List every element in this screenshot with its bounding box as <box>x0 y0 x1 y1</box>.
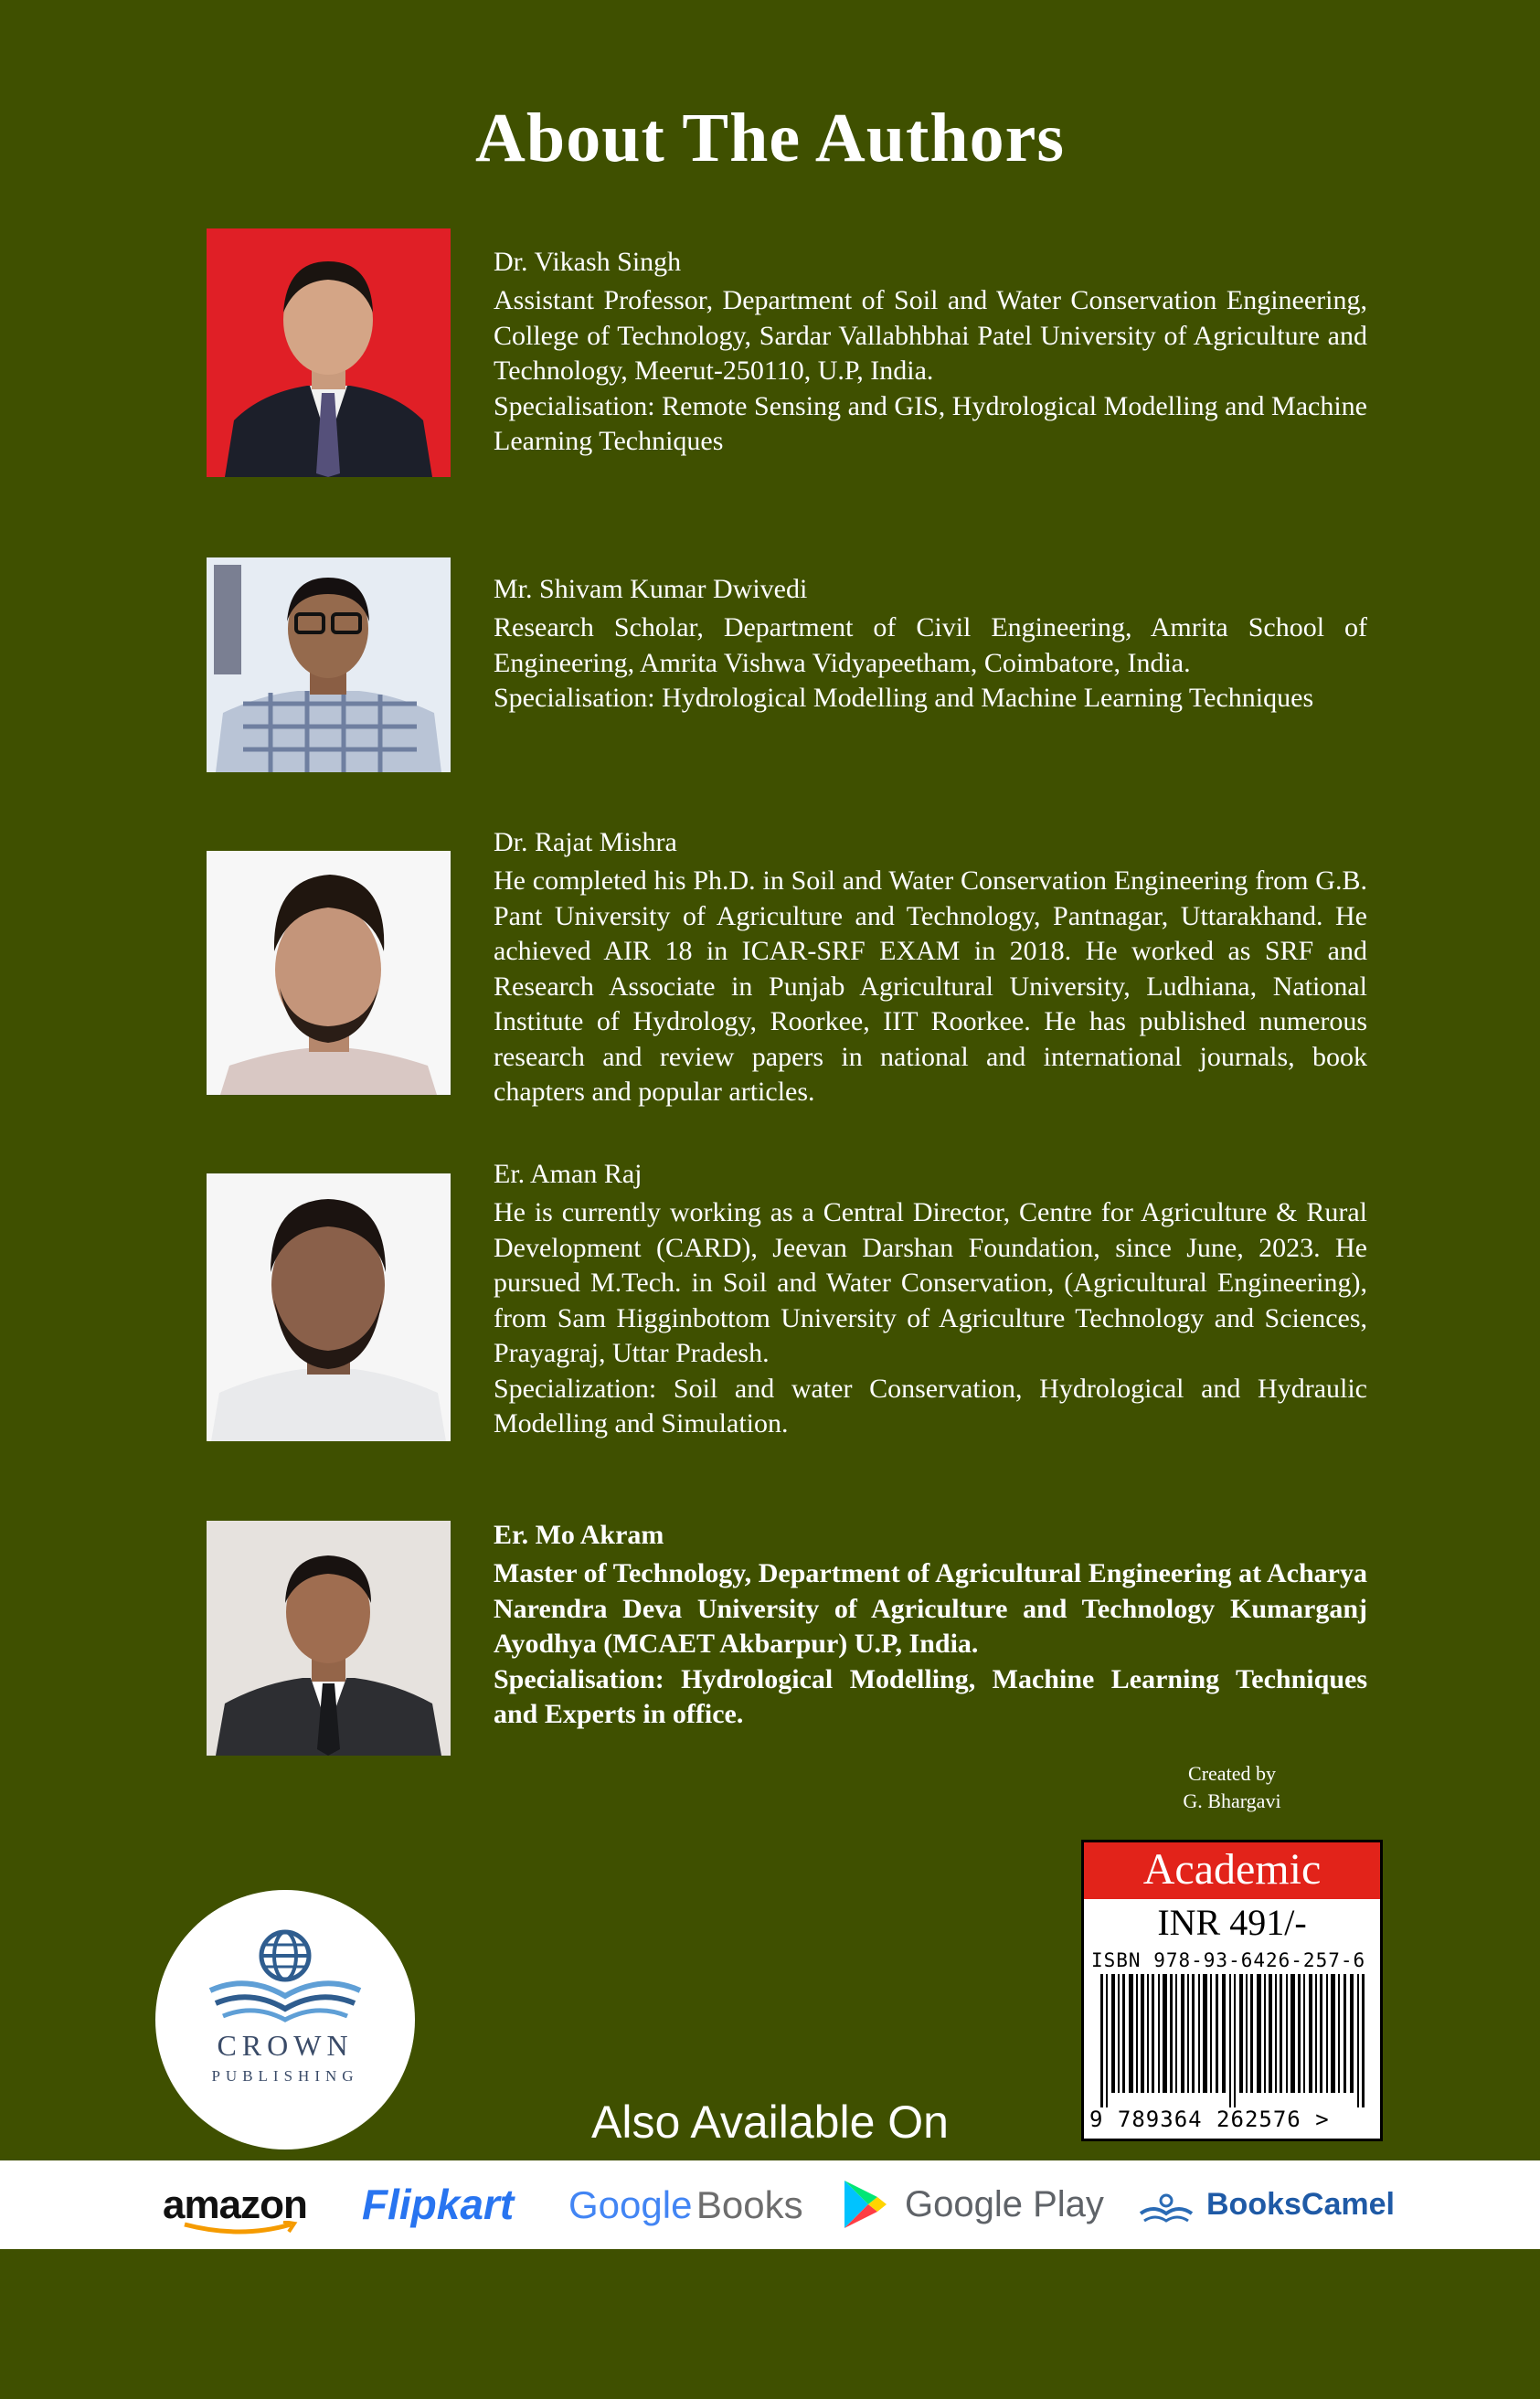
amazon-logo-text: amazon <box>163 2182 307 2227</box>
category-label: Academic <box>1084 1842 1380 1899</box>
author-specialisation: Specialization: Soil and water Conservation, Hydrological and Hydraulic Modelling and Simulation. <box>494 1373 1367 1438</box>
books-logo-text: Books <box>696 2183 803 2226</box>
author-bio-text: He completed his Ph.D. in Soil and Water Conservation Engineering from G.B. Pant University of Agriculture and Technology, Pantnagar, Uttarakhand. He achieved AIR 18 in ICAR-SRF EXAM in 2018. He worked as SRF and Research Associate in Punjab Agricultural University, Ludhiana, National Institute of Hydrology, Roorkee, IIT Roorkee. He has published numerous research and review papers in national and international journals, book chapters and popular articles. <box>494 865 1367 1107</box>
author-photo-aman-raj <box>207 1173 451 1441</box>
author-photo-vikash-singh <box>207 228 451 477</box>
google-play-logo-text: Google Play <box>905 2184 1104 2224</box>
author-bio-text: He is currently working as a Central Director, Centre for Agriculture & Rural Development (CARD), Jeevan Darshan Foundation, since June, 2023. He pursued M.Tech. in Soil and Water Conservation, (Agricultural Engineering), from Sam Higginbottom University of Agriculture Technology and Sciences, Prayagraj, Uttar Pradesh. <box>494 1197 1367 1368</box>
author-specialisation: Specialisation: Remote Sensing and GIS, Hydrological Modelling and Machine Learning Techniques <box>494 390 1367 456</box>
store-bookscamel[interactable] <box>1139 2160 1395 2249</box>
author-photo-rajat-mishra <box>207 851 451 1095</box>
design-credit <box>1122 1760 1342 1815</box>
amazon-smile-icon <box>181 2221 300 2235</box>
availability-heading: Also Available On <box>591 2096 949 2148</box>
author-photo-shivam-kumar-dwivedi <box>207 557 451 772</box>
author-name: Er. Mo Akram <box>494 1520 664 1550</box>
store-google-books[interactable] <box>568 2160 806 2249</box>
price-label: INR 491/- <box>1157 1902 1307 1943</box>
store-logos-bar <box>0 2160 1540 2249</box>
author-bio-shivam-kumar-dwivedi <box>494 572 1367 717</box>
store-flipkart[interactable] <box>362 2160 536 2249</box>
author-photo-mo-akram <box>207 1521 451 1756</box>
barcode-digits: 9 789364 262576 > <box>1089 2107 1330 2132</box>
store-amazon[interactable] <box>163 2160 327 2249</box>
author-bio-vikash-singh <box>494 245 1367 460</box>
author-specialisation: Specialisation: Hydrological Modelling, Machine Learning Techniques and Experts in office. <box>494 1663 1367 1729</box>
open-book-icon <box>1139 2192 1194 2224</box>
author-name: Dr. Rajat Mishra <box>494 827 677 857</box>
author-name: Er. Aman Raj <box>494 1159 643 1189</box>
author-affiliation: Research Scholar, Department of Civil Engineering, Amrita School of Engineering, Amrita Vishwa Vidyapeetham, Coimbatore, India. <box>494 612 1367 678</box>
author-affiliation: Assistant Professor, Department of Soil and Water Conservation Engineering, College of Technology, Sardar Vallabhbhai Patel University of Agriculture and Technology, Meerut-250110, U.P, India. <box>494 285 1367 386</box>
page-title: About The Authors <box>475 100 1065 176</box>
author-specialisation: Specialisation: Hydrological Modelling and Machine Learning Techniques <box>494 683 1314 713</box>
google-play-icon <box>841 2179 888 2230</box>
author-bio-aman-raj <box>494 1157 1367 1442</box>
author-affiliation: Master of Technology, Department of Agricultural Engineering at Acharya Narendra Deva University of Agriculture and Technology Kumarganj Ayodhya (MCAET Akbarpur) U.P, India. <box>494 1558 1367 1659</box>
barcode-icon <box>1099 1974 1371 2107</box>
publisher-name: CROWN <box>217 2029 354 2062</box>
credit-name: G. Bhargavi <box>1183 1789 1281 1812</box>
author-name: Dr. Vikash Singh <box>494 247 682 277</box>
author-bio-rajat-mishra <box>494 825 1367 1110</box>
store-google-play[interactable] <box>841 2160 1106 2249</box>
publisher-subtitle: PUBLISHING <box>211 2067 359 2085</box>
google-logo-text: Google <box>568 2183 693 2226</box>
flipkart-logo-text: Flipkart <box>362 2181 515 2228</box>
bookscamel-logo-text: BooksCamel <box>1206 2187 1395 2222</box>
credit-label: Created by <box>1188 1762 1276 1785</box>
author-bio-mo-akram <box>494 1518 1367 1733</box>
isbn-label: ISBN 978-93-6426-257-6 <box>1091 1949 1366 1971</box>
author-name: Mr. Shivam Kumar Dwivedi <box>494 574 808 604</box>
